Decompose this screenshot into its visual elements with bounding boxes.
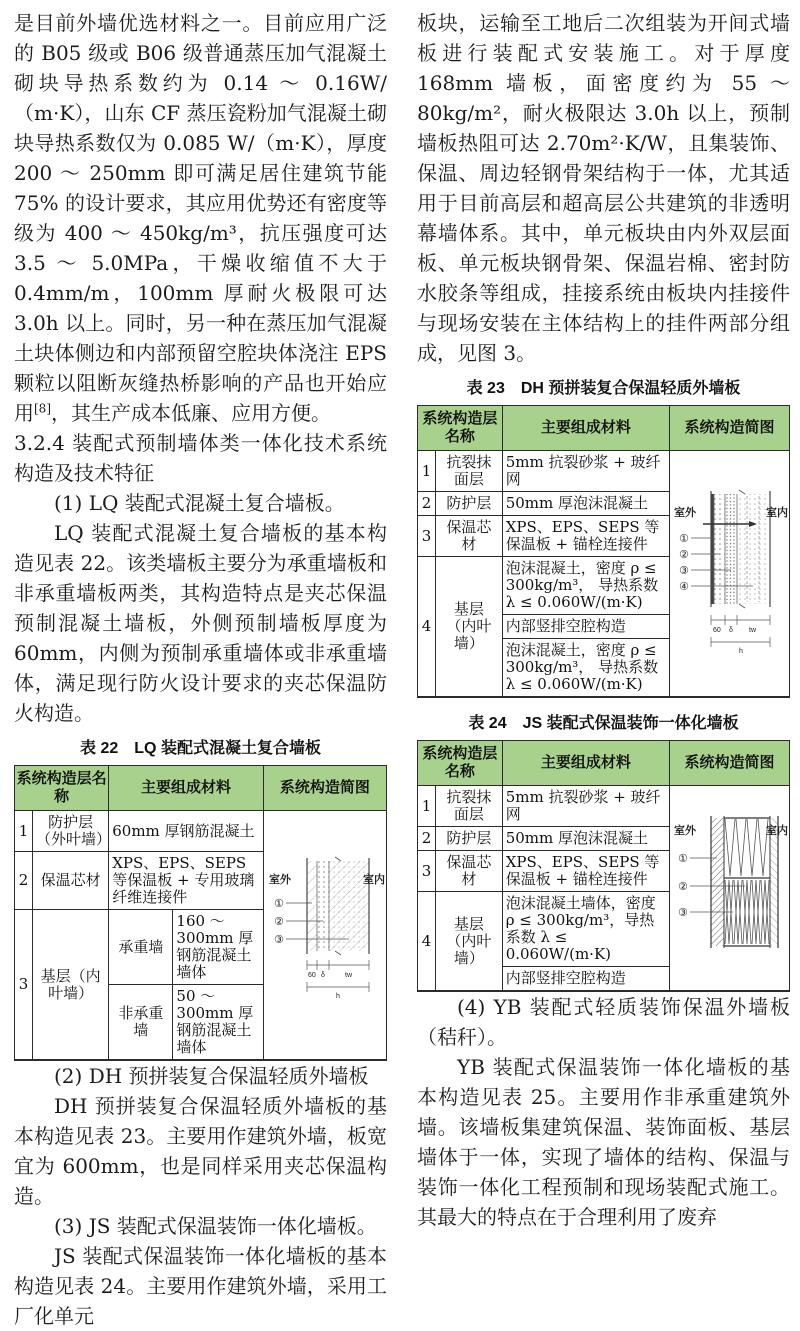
cell-material: 50 ～ 300mm 厚钢筋混凝土墙体 (173, 985, 263, 1061)
table-header-row (418, 741, 790, 786)
table-22 (14, 765, 387, 1061)
cell-wall-type: 非承重墙 (109, 985, 173, 1061)
callout-3: ③ (678, 907, 688, 919)
callout-3: ③ (273, 934, 284, 946)
paragraph-continued (14, 8, 387, 428)
cell-layer-name: 防护层 (436, 492, 503, 516)
dim-h: h (739, 647, 743, 655)
header-cell-diagram: 系统构造简图 (263, 766, 386, 811)
cell-material: 160 ～ 300mm 厚钢筋混凝土墙体 (173, 910, 263, 985)
list-item-4: (4) YB 装配式轻质装饰保温外墙板（秸秆）。 (417, 995, 790, 1049)
cell-material: 泡沫混凝土墙体，密度 ρ ≤ 300kg/m³，导热系数 λ ≤ 0.060W/(m·K) (502, 892, 669, 967)
cell-material: 50mm 厚泡沫混凝土 (502, 827, 669, 851)
table-header-row (15, 766, 387, 811)
section-heading-3-2-4: 3.2.4 装配式预制墙体类一体化技术系统构造及技术特征 (14, 431, 387, 485)
paragraph-top: 板块，运输至工地后二次组装为开间式墙板进行装配式安装施工。对于厚度 168mm 墙板，面密度约为 55 ～ 80kg/m²，耐火极限达 3.0h 以上，预制墙板热阻可达 2.70m²·K/W，且集装饰、保温、周边轻钢骨架结构于一体，尤其适用于目前高层和超高层公共建筑的非透明幕墙体系。其中，单元板块由内外双层面板、单元板块钢骨架、保温岩棉、密封防水胶条等组成，挂接系统由板块内挂接件与现场安装在主体结构上的挂件两部分组成，见图 3。 (417, 11, 790, 365)
table-header-row (418, 406, 790, 451)
cell-material: XPS、EPS、SEPS 等保温板 + 锚栓连接件 (502, 516, 669, 557)
cell-material: 内部竖排空腔构造 (502, 615, 669, 639)
callout-1: ① (678, 853, 688, 865)
header-cell-material: 主要组成材料 (502, 406, 669, 451)
cell-material: 5mm 抗裂砂浆 + 玻纤网 (502, 786, 669, 827)
cell-layer-name: 防护层 (436, 827, 503, 851)
dim-60: 60 (713, 626, 721, 634)
cell-no: 3 (15, 910, 33, 1061)
dim-tw: tw (344, 972, 352, 979)
left-column (14, 8, 387, 1331)
table-23 (417, 405, 790, 698)
cell-no: 2 (418, 492, 436, 516)
callout-1: ① (273, 898, 284, 910)
indoor-label: 室内 (362, 874, 385, 886)
cell-diagram (263, 811, 386, 1061)
callout-2: ② (678, 881, 688, 893)
wall-section-diagram-22 (267, 845, 387, 1021)
header-cell-layer: 系统构造层名称 (15, 766, 109, 811)
dim-delta: δ (320, 972, 325, 979)
cell-material: 50mm 厚泡沫混凝土 (502, 492, 669, 516)
wall-section-diagram-24 (673, 804, 789, 968)
cell-layer-name: 保温芯材 (436, 851, 503, 892)
header-cell-material: 主要组成材料 (502, 741, 669, 786)
cell-layer-name: 基层（内叶墙） (33, 910, 109, 1061)
cell-material: 泡沫混凝土，密度 ρ ≤ 300kg/m³， 导热系数 λ ≤ 0.060W/(m·K) (502, 639, 669, 698)
cell-layer-name: 基层（内叶墙） (436, 557, 503, 698)
table23-caption: 表 23 DH 预拼装复合保温轻质外墙板 (466, 380, 741, 397)
callout-4: ④ (679, 580, 689, 593)
paragraph-text: 是目前外墙优选材料之一。目前应用广泛的 B05 级或 B06 级普通蒸压加气混凝土砌块导热系数约为 0.14 ～ 0.16W/（m·K），山东 CF 蒸压瓷粉加气混凝土砌块导热系数仅为 0.085 W/（m·K），厚度 200 ～ 250mm 即可满足居住建筑节能 75% 的设计要求，其应用优势还有密度等级为 400 ～ 450kg/m³，抗压强度可达 3.5 ～ 5.0MPa，干燥收缩值不大于 0.4mm/m，100mm 厚耐火极限可达 3.0h 以上。同时，另一种在蒸压加气混凝土块体侧边和内部预留空腔块体浇注 EPS 颗粒以阻断灰缝热桥影响的产品也开始应用 (14, 11, 387, 425)
cell-layer-name: 保温芯材 (436, 516, 503, 557)
right-column (417, 8, 790, 1331)
cell-layer-name: 抗裂抹面层 (436, 451, 503, 492)
cell-layer-name: 基层（内叶墙） (436, 892, 503, 992)
dim-delta: δ (729, 626, 733, 634)
table-row (15, 811, 387, 852)
dim-tw: tw (749, 626, 757, 634)
cell-no: 2 (418, 827, 436, 851)
outdoor-label: 室外 (674, 825, 697, 837)
cell-layer-name: 保温芯材 (33, 852, 109, 910)
cell-material: XPS、EPS、SEPS 等保温板 + 专用玻璃纤维连接件 (109, 852, 263, 910)
cell-no: 1 (418, 451, 436, 492)
callout-2: ② (273, 916, 284, 928)
list-item-3: (3) JS 装配式保温装饰一体化墙板。 (54, 1214, 377, 1238)
cell-no: 2 (15, 852, 33, 910)
callout-2: ② (679, 548, 689, 561)
cell-wall-type: 承重墙 (109, 910, 173, 985)
indoor-label: 室内 (766, 506, 789, 519)
callout-3: ③ (679, 564, 689, 577)
cell-layer-name: 防护层（外叶墙） (33, 811, 109, 852)
table22-caption: 表 22 LQ 装配式混凝土复合墙板 (80, 740, 321, 757)
header-cell-layer: 系统构造层名称 (418, 741, 503, 786)
list-item-1: (1) LQ 装配式混凝土复合墙板。 (54, 491, 345, 515)
cell-material: 5mm 抗裂砂浆 + 玻纤网 (502, 451, 669, 492)
dim-60: 60 (307, 972, 316, 979)
cell-material: XPS、EPS、SEPS 等保温板 + 锚栓连接件 (502, 851, 669, 892)
header-cell-material: 主要组成材料 (109, 766, 263, 811)
paragraph-dh: DH 预拼装复合保温轻质外墙板的基本构造见表 23。主要用作建筑外墙，板宽宜为 600mm，也是同样采用夹芯保温构造。 (14, 1094, 387, 1208)
cell-layer-name: 抗裂抹面层 (436, 786, 503, 827)
cell-material: 泡沫混凝土，密度 ρ ≤ 300kg/m³， 导热系数 λ ≤ 0.060W/(m·K) (502, 557, 669, 615)
paragraph-js: JS 装配式保温装饰一体化墙板的基本构造见表 24。主要用作建筑外墙，采用工厂化单元 (14, 1244, 387, 1328)
dim-h: h (335, 993, 340, 1000)
list-item-2: (2) DH 预拼装复合保温轻质外墙板 (54, 1064, 369, 1088)
paragraph-yb: YB 装配式保温装饰一体化墙板的基本构造见表 25。主要用作非承重建筑外墙。该墙板集建筑保温、装饰面板、基层墙体于一体，实现了墙体的结构、保温与装饰一体化工程预制和现场装配式施工。其最大的特点在于合理利用了废弃 (417, 1055, 790, 1229)
cell-no: 1 (418, 786, 436, 827)
cell-diagram (670, 451, 790, 698)
outdoor-label: 室外 (674, 506, 697, 519)
paragraph-lq: LQ 装配式混凝土复合墙板的基本构造见表 22。该类墙板主要分为承重墙板和非承重墙板两类，其构造特点是夹芯保温预制混凝土墙板，外侧预制墙板厚度为 60mm，内侧为预制承重墙体或非承重墙体，满足现行防火设计要求的夹芯保温防火构造。 (14, 521, 387, 725)
cell-diagram (670, 786, 790, 992)
cell-no: 3 (418, 516, 436, 557)
cell-no: 1 (15, 811, 33, 852)
table-row (418, 451, 790, 492)
header-cell-diagram: 系统构造简图 (670, 406, 790, 451)
cell-material: 内部竖排空腔构造 (502, 967, 669, 992)
outdoor-label: 室外 (268, 874, 291, 886)
cell-no: 4 (418, 557, 436, 698)
table-24 (417, 740, 790, 992)
cell-material: 60mm 厚钢筋混凝土 (109, 811, 263, 852)
table-row (418, 786, 790, 827)
table24-caption: 表 24 JS 装配式保温装饰一体化墙板 (468, 715, 739, 732)
citation-marker: [8] (34, 401, 51, 416)
header-cell-layer: 系统构造层名称 (418, 406, 503, 451)
indoor-label: 室内 (766, 825, 789, 837)
cell-no: 3 (418, 851, 436, 892)
callout-1: ① (679, 532, 689, 545)
paragraph-text: ，其生产成本低廉、应用方便。 (51, 401, 331, 425)
cell-no: 4 (418, 892, 436, 992)
wall-section-diagram-23 (673, 472, 789, 672)
header-cell-diagram: 系统构造简图 (670, 741, 790, 786)
